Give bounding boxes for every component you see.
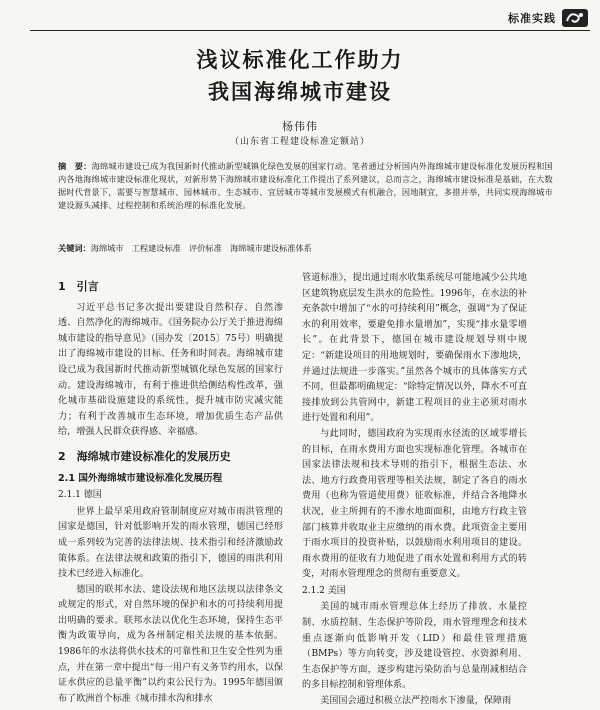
section-2-1-2-heading: 2.1.2 美国 [302, 585, 346, 596]
section-label: 标准实践 [508, 12, 556, 25]
paragraph: 美国的城市雨水管理总体上经历了排放、水量控制、水质控制、生态保护等阶段，雨水管理理念和技术重点逐渐向低影响开发（LID）和最佳管理措施（BMPs）等方向转变，涉及建设管控、水资源利用、生态保护等方面，逐步构建污染防治与总量削减相结合的多目标控制和管理体系。 [302, 602, 527, 691]
section-2-1-heading: 2.1 国外海绵城市建设标准化发展历程 [58, 472, 223, 484]
paragraph: 与此同时，德国政府为实现雨水径流的区域零增长的目标，在雨水费用方面也实现标准化管理。各城市在国家法律法规和技术导则的指引下，根据生态法、水法、地方行政费用管理等相关法规，制定了各自的雨水费用（也称为管道使用费）征收标准，并结合各地降水状况，业主所拥有的不渗水地面面积，由地方行政主管部门核算并收取业主应缴纳的雨水费。此项资金主要用于雨水项目的投资补贴，以鼓励雨水利用项目的建设。雨水费用的征收有力地促进了雨水处置和利用方式的转变，对雨水管理理念的贯彻有重要意义。 [302, 428, 527, 580]
keywords-label: 关键词： [58, 243, 91, 253]
header-divider [30, 30, 590, 31]
keywords-text: 海绵城市 工程建设标准 评价标准 海绵城市建设标准体系 [90, 243, 312, 253]
right-column [302, 271, 527, 710]
section-1-heading: 1 引言 [58, 280, 99, 293]
paragraph: 世界上最早采用政府管制制度应对城市雨洪管理的国家是德国，针对低影响开发的雨水管理，德国已经形成一系列较为完善的法律法规、技术指引和经济激励政策体系。在法律法规和政策的指引下，德国的雨洪利用技术已经进入标准化。 [58, 506, 283, 580]
paragraph: 德国的联邦水法、建设法规和地区法规以法律条文或规定的形式，对自然环境的保护和水的可持续利用提出明确的要求。联邦水法以优化生态环境，保持生态平衡为政策导向，成为各州制定相关法规的基本依据。1986年的水法将供水技术的可靠性和卫生安全性列为重点，并在第一章中提出“每一用户有义务节约用水，以保证水供应的总量平衡”以约束公民行为。1995年德国颁布了欧洲首个标准《城市排水沟和排水 [58, 584, 283, 704]
section-2-heading: 2 海绵城市建设标准化的发展历史 [58, 449, 231, 463]
journal-header [508, 6, 588, 30]
abstract-text: 海绵城市建设已成为我国新时代推动新型城镇化绿色发展的国家行动。笔者通过分析国内外海绵城市建设标准化发展历程和国内各地海绵城市建设标准化现状，对新形势下海绵城市建设标准化工作提出了系列建议，总而言之，海绵城市建设标准是基础，在大数据时代背景下，需要与智慧城市、园林城市、生态城市、宜居城市等城市发展模式有机融合，因地制宜，多措并举，共同实现海绵城市建设源头减排、过程控制和系统治理的标准化发展。 [58, 161, 553, 210]
paragraph: 美国国会通过积极立法严控雨水下渗量，保障雨 [320, 696, 512, 707]
left-column [58, 271, 283, 707]
author-name: 杨伟伟 [282, 120, 318, 133]
section-2-1-1-heading: 2.1.1 德国 [58, 490, 102, 501]
paragraph: 管道标准》，提出通过雨水收集系统尽可能地减少公共地区建筑物底层发生洪水的危险性。1996年，在水法的补充条款中增加了“水的可持续利用”概念，强调“为了保证水的利用效率，要避免排水量增加”，实现“排水量零增长”。在此背景下，德国在城市建设规划导则中规定：“新建设项目的用地规划时，要确保雨水下渗地块，并通过法规进一步落实。”虽然各个城市的具体落实方式不同，但最都明确规定：“除特定情况以外，降水不可直接排放到公共管网中，新建工程项目的业主必须对雨水进行处置和利用”。 [302, 273, 527, 424]
paragraph: 习近平总书记多次提出要建设自然积存、自然渗透、自然净化的海绵城市。《国务院办公厅关于推进海绵城市建设的指导意见》（国办发〔2015〕75号）明确提出了海绵城市建设的目标、任务和时间表。海绵城市建设已成为我国新时代推动新型城镇化绿色发展的国家行动。建设海绵城市，有利于推进供给侧结构性改革，强化城市基础设施建设的系统性，提升城市防灾减灾能力；有利于改善城市生态环境，增加优质生态产品供给，增强人民群众获得感、幸福感。 [58, 302, 283, 438]
abstract-block [58, 160, 560, 212]
article-title-line1: 浅议标准化工作助力 [196, 48, 404, 72]
author-affiliation: （山东省工程建设标准定额站） [229, 137, 370, 147]
keywords-block [58, 242, 560, 254]
swirl-logo-icon [562, 9, 588, 27]
article-title-line2: 我国海绵城市建设 [208, 80, 392, 104]
abstract-label: 摘 要： [58, 161, 92, 171]
